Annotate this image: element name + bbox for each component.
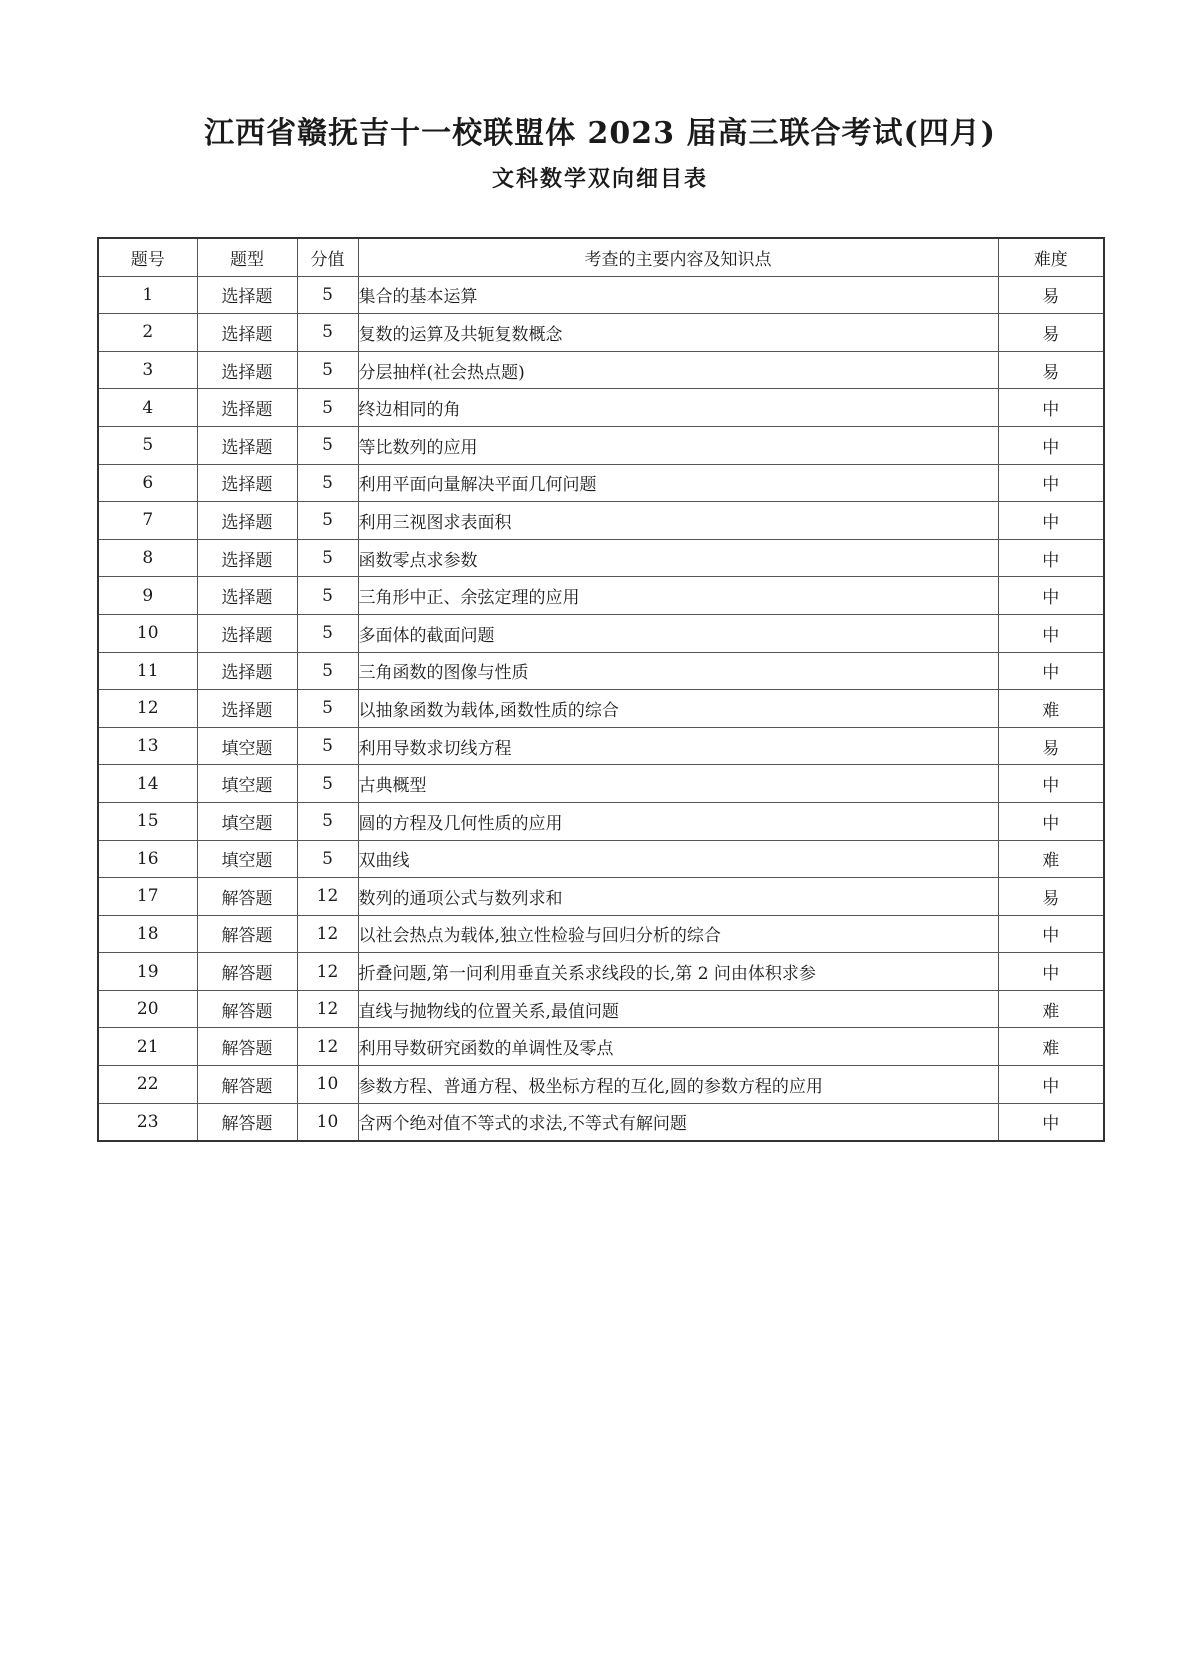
table-row <box>98 1066 1104 1104</box>
score-cell: 5 <box>297 426 358 464</box>
knowledge-point-cell: 函数零点求参数 <box>358 539 998 577</box>
difficulty-cell: 中 <box>998 802 1104 840</box>
score-cell: 5 <box>297 314 358 352</box>
difficulty-cell: 易 <box>998 276 1104 314</box>
question-number-cell: 21 <box>98 1028 197 1066</box>
score-cell: 12 <box>297 878 358 916</box>
column-header-type: 题型 <box>197 238 297 276</box>
score-cell: 5 <box>297 464 358 502</box>
question-number-cell: 13 <box>98 727 197 765</box>
question-type-cell: 解答题 <box>197 1103 297 1141</box>
knowledge-point-cell: 圆的方程及几何性质的应用 <box>358 802 998 840</box>
difficulty-cell: 中 <box>998 464 1104 502</box>
difficulty-cell: 中 <box>998 426 1104 464</box>
question-type-cell: 解答题 <box>197 915 297 953</box>
question-number-cell: 10 <box>98 614 197 652</box>
score-cell: 5 <box>297 276 358 314</box>
score-cell: 5 <box>297 389 358 427</box>
knowledge-point-cell: 复数的运算及共轭复数概念 <box>358 314 998 352</box>
difficulty-cell: 易 <box>998 314 1104 352</box>
question-number-cell: 12 <box>98 690 197 728</box>
score-cell: 5 <box>297 802 358 840</box>
question-number-cell: 1 <box>98 276 197 314</box>
knowledge-point-cell: 数列的通项公式与数列求和 <box>358 878 998 916</box>
question-number-cell: 3 <box>98 351 197 389</box>
knowledge-point-cell: 双曲线 <box>358 840 998 878</box>
question-number-cell: 23 <box>98 1103 197 1141</box>
question-number-cell: 9 <box>98 577 197 615</box>
score-cell: 5 <box>297 690 358 728</box>
difficulty-cell: 易 <box>998 727 1104 765</box>
table-row <box>98 690 1104 728</box>
knowledge-point-cell: 集合的基本运算 <box>358 276 998 314</box>
difficulty-cell: 中 <box>998 389 1104 427</box>
difficulty-cell: 易 <box>998 351 1104 389</box>
difficulty-cell: 难 <box>998 840 1104 878</box>
score-cell: 5 <box>297 614 358 652</box>
knowledge-point-cell: 分层抽样(社会热点题) <box>358 351 998 389</box>
score-cell: 5 <box>297 652 358 690</box>
table-header-row <box>98 238 1104 276</box>
question-number-cell: 17 <box>98 878 197 916</box>
score-cell: 10 <box>297 1103 358 1141</box>
score-cell: 12 <box>297 915 358 953</box>
knowledge-point-cell: 利用导数研究函数的单调性及零点 <box>358 1028 998 1066</box>
table-row <box>98 802 1104 840</box>
table-row <box>98 990 1104 1028</box>
question-type-cell: 选择题 <box>197 690 297 728</box>
question-number-cell: 5 <box>98 426 197 464</box>
difficulty-cell: 中 <box>998 1103 1104 1141</box>
knowledge-point-cell: 利用三视图求表面积 <box>358 502 998 540</box>
question-type-cell: 选择题 <box>197 389 297 427</box>
question-type-cell: 解答题 <box>197 878 297 916</box>
difficulty-cell: 易 <box>998 878 1104 916</box>
question-number-cell: 22 <box>98 1066 197 1104</box>
difficulty-cell: 中 <box>998 1066 1104 1104</box>
question-number-cell: 14 <box>98 765 197 803</box>
question-number-cell: 11 <box>98 652 197 690</box>
column-header-score: 分值 <box>297 238 358 276</box>
score-cell: 5 <box>297 539 358 577</box>
table-row <box>98 727 1104 765</box>
knowledge-point-cell: 等比数列的应用 <box>358 426 998 464</box>
column-header-content: 考查的主要内容及知识点 <box>358 238 998 276</box>
difficulty-cell: 中 <box>998 915 1104 953</box>
question-type-cell: 填空题 <box>197 727 297 765</box>
difficulty-cell: 中 <box>998 765 1104 803</box>
knowledge-point-cell: 多面体的截面问题 <box>358 614 998 652</box>
score-cell: 12 <box>297 953 358 991</box>
knowledge-point-cell: 以社会热点为载体,独立性检验与回归分析的综合 <box>358 915 998 953</box>
question-number-cell: 16 <box>98 840 197 878</box>
table-row <box>98 652 1104 690</box>
score-cell: 5 <box>297 577 358 615</box>
page-title: 江西省赣抚吉十一校联盟体 2023 届高三联合考试(四月) <box>204 116 996 151</box>
knowledge-point-cell: 利用导数求切线方程 <box>358 727 998 765</box>
question-number-cell: 8 <box>98 539 197 577</box>
question-type-cell: 选择题 <box>197 351 297 389</box>
table-row <box>98 276 1104 314</box>
table-row <box>98 502 1104 540</box>
page-subtitle: 文科数学双向细目表 <box>491 167 708 192</box>
score-cell: 5 <box>297 502 358 540</box>
knowledge-point-cell: 利用平面向量解决平面几何问题 <box>358 464 998 502</box>
question-type-cell: 选择题 <box>197 502 297 540</box>
question-number-cell: 19 <box>98 953 197 991</box>
question-type-cell: 选择题 <box>197 426 297 464</box>
table-row <box>98 577 1104 615</box>
table-row <box>98 426 1104 464</box>
question-number-cell: 7 <box>98 502 197 540</box>
table-row <box>98 765 1104 803</box>
question-type-cell: 选择题 <box>197 276 297 314</box>
table-row <box>98 1103 1104 1141</box>
question-number-cell: 4 <box>98 389 197 427</box>
table-row <box>98 878 1104 916</box>
question-number-cell: 6 <box>98 464 197 502</box>
knowledge-point-cell: 古典概型 <box>358 765 998 803</box>
knowledge-point-cell: 直线与抛物线的位置关系,最值问题 <box>358 990 998 1028</box>
score-cell: 5 <box>297 727 358 765</box>
difficulty-cell: 难 <box>998 1028 1104 1066</box>
knowledge-point-cell: 参数方程、普通方程、极坐标方程的互化,圆的参数方程的应用 <box>358 1066 998 1104</box>
score-cell: 12 <box>297 990 358 1028</box>
table-row <box>98 915 1104 953</box>
table-row <box>98 953 1104 991</box>
difficulty-cell: 中 <box>998 652 1104 690</box>
question-type-cell: 填空题 <box>197 840 297 878</box>
question-type-cell: 选择题 <box>197 614 297 652</box>
table-row <box>98 1028 1104 1066</box>
question-type-cell: 选择题 <box>197 314 297 352</box>
difficulty-cell: 中 <box>998 953 1104 991</box>
table-row <box>98 539 1104 577</box>
question-type-cell: 选择题 <box>197 539 297 577</box>
table-row <box>98 840 1104 878</box>
difficulty-cell: 中 <box>998 539 1104 577</box>
column-header-difficulty: 难度 <box>998 238 1104 276</box>
specification-table <box>97 237 1105 1142</box>
table-body <box>98 276 1104 1141</box>
difficulty-cell: 中 <box>998 577 1104 615</box>
table-row <box>98 464 1104 502</box>
knowledge-point-cell: 三角函数的图像与性质 <box>358 652 998 690</box>
difficulty-cell: 中 <box>998 614 1104 652</box>
knowledge-point-cell: 以抽象函数为载体,函数性质的综合 <box>358 690 998 728</box>
difficulty-cell: 难 <box>998 690 1104 728</box>
table-row <box>98 389 1104 427</box>
question-type-cell: 选择题 <box>197 577 297 615</box>
table-row <box>98 314 1104 352</box>
question-type-cell: 解答题 <box>197 1066 297 1104</box>
question-number-cell: 2 <box>98 314 197 352</box>
difficulty-cell: 中 <box>998 502 1104 540</box>
score-cell: 5 <box>297 351 358 389</box>
question-number-cell: 18 <box>98 915 197 953</box>
question-type-cell: 解答题 <box>197 953 297 991</box>
knowledge-point-cell: 含两个绝对值不等式的求法,不等式有解问题 <box>358 1103 998 1141</box>
question-type-cell: 填空题 <box>197 765 297 803</box>
table-row <box>98 614 1104 652</box>
knowledge-point-cell: 三角形中正、余弦定理的应用 <box>358 577 998 615</box>
column-header-number: 题号 <box>98 238 197 276</box>
score-cell: 5 <box>297 765 358 803</box>
score-cell: 12 <box>297 1028 358 1066</box>
score-cell: 10 <box>297 1066 358 1104</box>
question-type-cell: 选择题 <box>197 464 297 502</box>
knowledge-point-cell: 终边相同的角 <box>358 389 998 427</box>
table-row <box>98 351 1104 389</box>
question-number-cell: 20 <box>98 990 197 1028</box>
knowledge-point-cell: 折叠问题,第一问利用垂直关系求线段的长,第 2 问由体积求参 <box>358 953 998 991</box>
question-type-cell: 填空题 <box>197 802 297 840</box>
question-type-cell: 解答题 <box>197 1028 297 1066</box>
question-type-cell: 解答题 <box>197 990 297 1028</box>
difficulty-cell: 难 <box>998 990 1104 1028</box>
question-type-cell: 选择题 <box>197 652 297 690</box>
question-number-cell: 15 <box>98 802 197 840</box>
score-cell: 5 <box>297 840 358 878</box>
